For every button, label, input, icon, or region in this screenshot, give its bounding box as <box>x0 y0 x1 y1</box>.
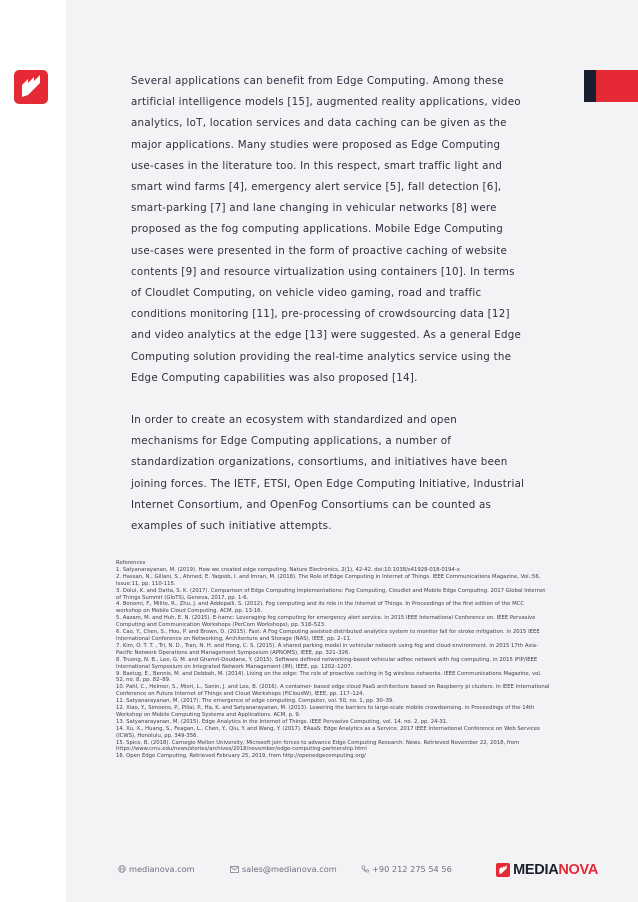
reference-item: 12. Xiao, Y., Simoens, P., Pillai, P., Ha, K. and Satyanarayanan, M. (2013). Lowering the barriers to large-scale mobile crowdsensing. in Proceedings of the 14th Workshop on Mobile Computing Systems and Applications. ACM, p. 9. <box>116 705 535 718</box>
footer-phone-text: +90 212 275 54 56 <box>372 864 452 874</box>
reference-item: 9. Bastug, E., Bennis, M. and Debbah, M. (2014). Living on the edge: The role of proactive caching in 5g wireless networks. IEEE Communications Magazine, vol. 52, no. 8, pp. 82–89. <box>116 670 542 684</box>
footer-email[interactable] <box>230 864 337 874</box>
page-footer <box>118 860 598 880</box>
brand-text-media: MEDIA <box>513 862 559 878</box>
left-gutter <box>0 0 66 902</box>
reference-item: 16. Open Edge Computing, Retrieved February 25, 2019, from http://openedgecomputing.org/ <box>116 753 366 760</box>
footer-website-text: medianova.com <box>129 864 195 874</box>
corner-accent-dark <box>584 70 596 102</box>
corner-accent-red <box>596 70 638 102</box>
corner-accent <box>584 70 638 102</box>
brand-mark-icon <box>496 863 510 877</box>
reference-item: 1. Satyanarayanan, M. (2019). How we created edge computing. Nature Electronics, 2(1), 42-42. doi:10.1038/s41928-018-0194-x <box>116 566 460 573</box>
reference-item: 15. Spice, B. (2018). Carnegie Mellon University, Microsoft join forces to advance Edge Computing Research. News. Retrieved November 22, 2018, from https://www.cmu.edu/news/stories/archives/2018/november/edge-computing-partnership.html <box>116 739 520 753</box>
reference-item: 13. Satyanarayanan, M. (2015). Edge Analytics in the Internet of Things. IEEE Pervasive Computing, vol. 14, no. 2, pp. 24-31. <box>116 718 448 725</box>
reference-item: 4. Bonomi, F., Milito, R., Zhu, J. and Addepalli, S. (2012). Fog computing and its role in the Internet of Things. In Proceedings of the first edition of the MCC workshop on Mobile Cloud Computing. ACM. pp. 13-16. <box>116 601 525 615</box>
references-heading: References <box>116 560 146 566</box>
reference-item: 10. Pahl, C., Helmer, S., Miori, L., Sanin, J. and Lee, B. (2016). A container- based edge cloud PaaS architecture based on Raspberry pi clusters. in IEEE International Conference on Future Internet of Things and Cloud Workshops (FiCloudW), IEEE, pp. 117–124. <box>116 684 550 698</box>
reference-item: 3. Dolui, K. and Datta, S. K. (2017). Comparison of Edge Computing Implementations: Fog Computing, Cloudlet and Mobile Edge Computing. 2017 Global Internet of Things Summit (GIoTS), Geneva, 2017, pp. 1-6. <box>116 587 546 601</box>
reference-item: 2. Hassan, N., Gillani, S., Ahmed, E. Yaqoob, I. and Imran, M. (2018). The Role of Edge Computing in Internet of Things. IEEE Communications Magazine, Vol.:56, Issue:11, pp. 110-115. <box>116 573 541 587</box>
reference-item: 6. Cao, Y., Chen, S., Hou, P. and Brown, D. (2015). Fast: A Fog Computing assisted distributed analytics system to monitor fall for stroke mitigation. in 2015 IEEE International Conference on Networking, Architecture and Storage (NAS), IEEE, pp. 2–11. <box>116 629 540 642</box>
globe-icon <box>118 865 126 873</box>
brand-text-nova: NOVA <box>558 862 598 878</box>
reference-item: 14. Xu, X., Huang, S., Feagan, L., Chen, Y., Qiu, Y. and Wang, Y. (2017). EAaaS: Edge Analytics as a Service. 2017 IEEE International Conference on Web Services (ICWS), Honolulu, pp. 349-356. <box>116 725 540 739</box>
reference-item: 11. Satyanarayanan, M. (2017). The emergence of edge computing. Computer, vol. 50, no. 1, pp. 30–39. <box>116 698 394 705</box>
body-paragraph-1: Several applications can benefit from Edge Computing. Among these artificial intelligence models [15], augmented reality applications, video analytics, IoT, location services and data caching can be given as the major applications. Many studies were proposed as Edge Computing use-cases in the literature too. In this respect, smart traffic light and smart wind farms [4], emergency alert service [5], fall detection [6], smart-parking [7] and lane changing in vehicular networks [8] were proposed as the fog computing applications. Mobile Edge Computing use-cases were presented in the form of proactive caching of website contents [9] and resource virtualization using containers [10]. In terms of Cloudlet Computing, on vehicle video gaming, road and traffic conditions monitoring [11], pre-processing of crowdsourcing data [12] and video analytics at the edge [13] were suggested. As a general Edge Computing solution providing the real-time analytics service using the Edge Computing capabilities was also proposed [14]. <box>131 75 522 384</box>
footer-brand-logo <box>496 860 598 880</box>
body-paragraph-2: In order to create an ecosystem with standardized and open mechanisms for Edge Computing applications, a number of standardization organizations, consortiums, and initiatives have been joining forces. The IETF, ETSI, Open Edge Computing Initiative, Industrial Internet Consortium, and OpenFog Consortiums can be counted as examples of such initiative attempts. <box>131 414 525 533</box>
medianova-logo-icon <box>14 70 48 104</box>
envelope-icon <box>230 866 239 873</box>
references-section <box>116 560 550 760</box>
phone-icon <box>361 865 369 873</box>
reference-item: 7. Kim, O. T. T. , Tri, N. D., Tran, N. H. and Hong, C. S. (2015). A shared parking model in vehicular network using fog and cloud environment. in 2015 17th Asia-Pacific Network Operations and Management Symposium (APNOMS), IEEE, pp. 321–326. <box>116 642 538 656</box>
footer-email-text: sales@medianova.com <box>242 864 337 874</box>
reference-item: 5. Aazam, M. and Huh, E. N. (2015). E-hamc: Leveraging fog computing for emergency alert service. in 2015 IEEE International Conference on. IEEE Pervasive Computing and Communication Workshops (PerCom Workshops), pp. 518–523. <box>116 615 536 629</box>
reference-item: 8. Truong, N. B., Lee, G. M. and Ghamri-Doudane, Y. (2015). Software defined networking-based vehicular adhoc network with fog computing. in 2015 IFIP/IEEE International Symposium on Integrated Network Management (IM), IEEE, pp. 1202–1207. <box>116 656 538 670</box>
footer-phone[interactable] <box>361 864 452 874</box>
footer-website[interactable] <box>118 864 195 874</box>
article-body <box>131 71 526 537</box>
